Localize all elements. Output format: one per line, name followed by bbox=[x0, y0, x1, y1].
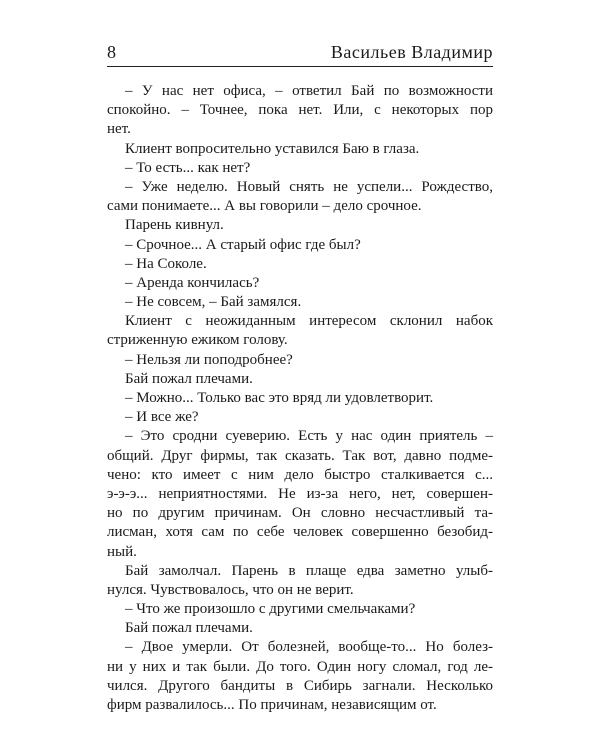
text-line: ный. bbox=[107, 543, 137, 560]
text-line: – И все же? bbox=[125, 409, 199, 426]
text-line: – Не совсем, – Бай замялся. bbox=[125, 294, 302, 311]
text-line: нулся. Чувствовалось, что он не верит. bbox=[107, 581, 354, 598]
text-line: Парень кивнул. bbox=[125, 217, 224, 234]
text-line: Бай замолчал. Парень в плаще едва заметно улыб- bbox=[125, 562, 493, 579]
text-line: – Аренда кончилась? bbox=[125, 274, 260, 291]
text-line: спокойно. – Точнее, пока нет. Или, с некоторых пор bbox=[107, 102, 493, 119]
text-line: – Можно... Только вас это вряд ли удовлетворит. bbox=[125, 390, 434, 406]
text-line: но по другим причинам. Он словно несчастливый та- bbox=[107, 505, 493, 522]
text-line: – То есть... как нет? bbox=[125, 159, 251, 176]
text-line: – Двое умерли. От болезней, вообще-то... Но болез- bbox=[125, 639, 493, 656]
page-number: 8 bbox=[107, 42, 117, 62]
text-line: Клиент вопросительно уставился Баю в глаза. bbox=[125, 140, 420, 157]
text-line: Бай пожал плечами. bbox=[125, 370, 253, 387]
text-line: – Уже неделю. Новый снять не успели... Рождество, bbox=[125, 178, 493, 195]
text-line: стриженную ежиком голову. bbox=[107, 332, 288, 349]
page-header bbox=[107, 40, 493, 67]
text-line: ни у них и так были. До того. Один ногу сломал, год ле- bbox=[107, 658, 493, 675]
text-line: – Нельзя ли поподробнее? bbox=[125, 351, 293, 368]
text-line: сами понимаете... А вы говорили – дело срочное. bbox=[107, 198, 422, 215]
text-line: лисман, хотя сам по себе человек совершенно безобид- bbox=[107, 524, 493, 541]
text-line: нет. bbox=[107, 121, 131, 138]
text-line: – Что же произошло с другими смельчаками? bbox=[125, 601, 416, 618]
body-text bbox=[107, 82, 493, 715]
text-line: э-э-э... неприятностями. Не из-за него, нет, совершен- bbox=[107, 485, 493, 502]
text-line: – На Соколе. bbox=[125, 255, 207, 272]
text-line: – У нас нет офиса, – ответил Бай по возможности bbox=[125, 83, 493, 99]
text-line: чился. Другого бандиты в Сибирь загнали. Несколько bbox=[107, 677, 493, 694]
text-line: – Срочное... А старый офис где был? bbox=[125, 236, 361, 253]
text-line: общий. Друг фирмы, так сказать. Так вот, давно подме- bbox=[107, 447, 493, 464]
text-line: – Это сродни суеверию. Есть у нас один приятель – bbox=[125, 428, 493, 445]
text-line: фирм развалилось... По причинам, независящим от. bbox=[107, 697, 437, 713]
text-line: Бай пожал плечами. bbox=[125, 620, 253, 637]
text-line: Клиент с неожиданным интересом склонил набок bbox=[125, 313, 493, 330]
running-head-author: Васильев Владимир bbox=[330, 42, 493, 62]
text-line: чено: кто имеет с ним дело быстро сталкивается с... bbox=[107, 466, 493, 483]
